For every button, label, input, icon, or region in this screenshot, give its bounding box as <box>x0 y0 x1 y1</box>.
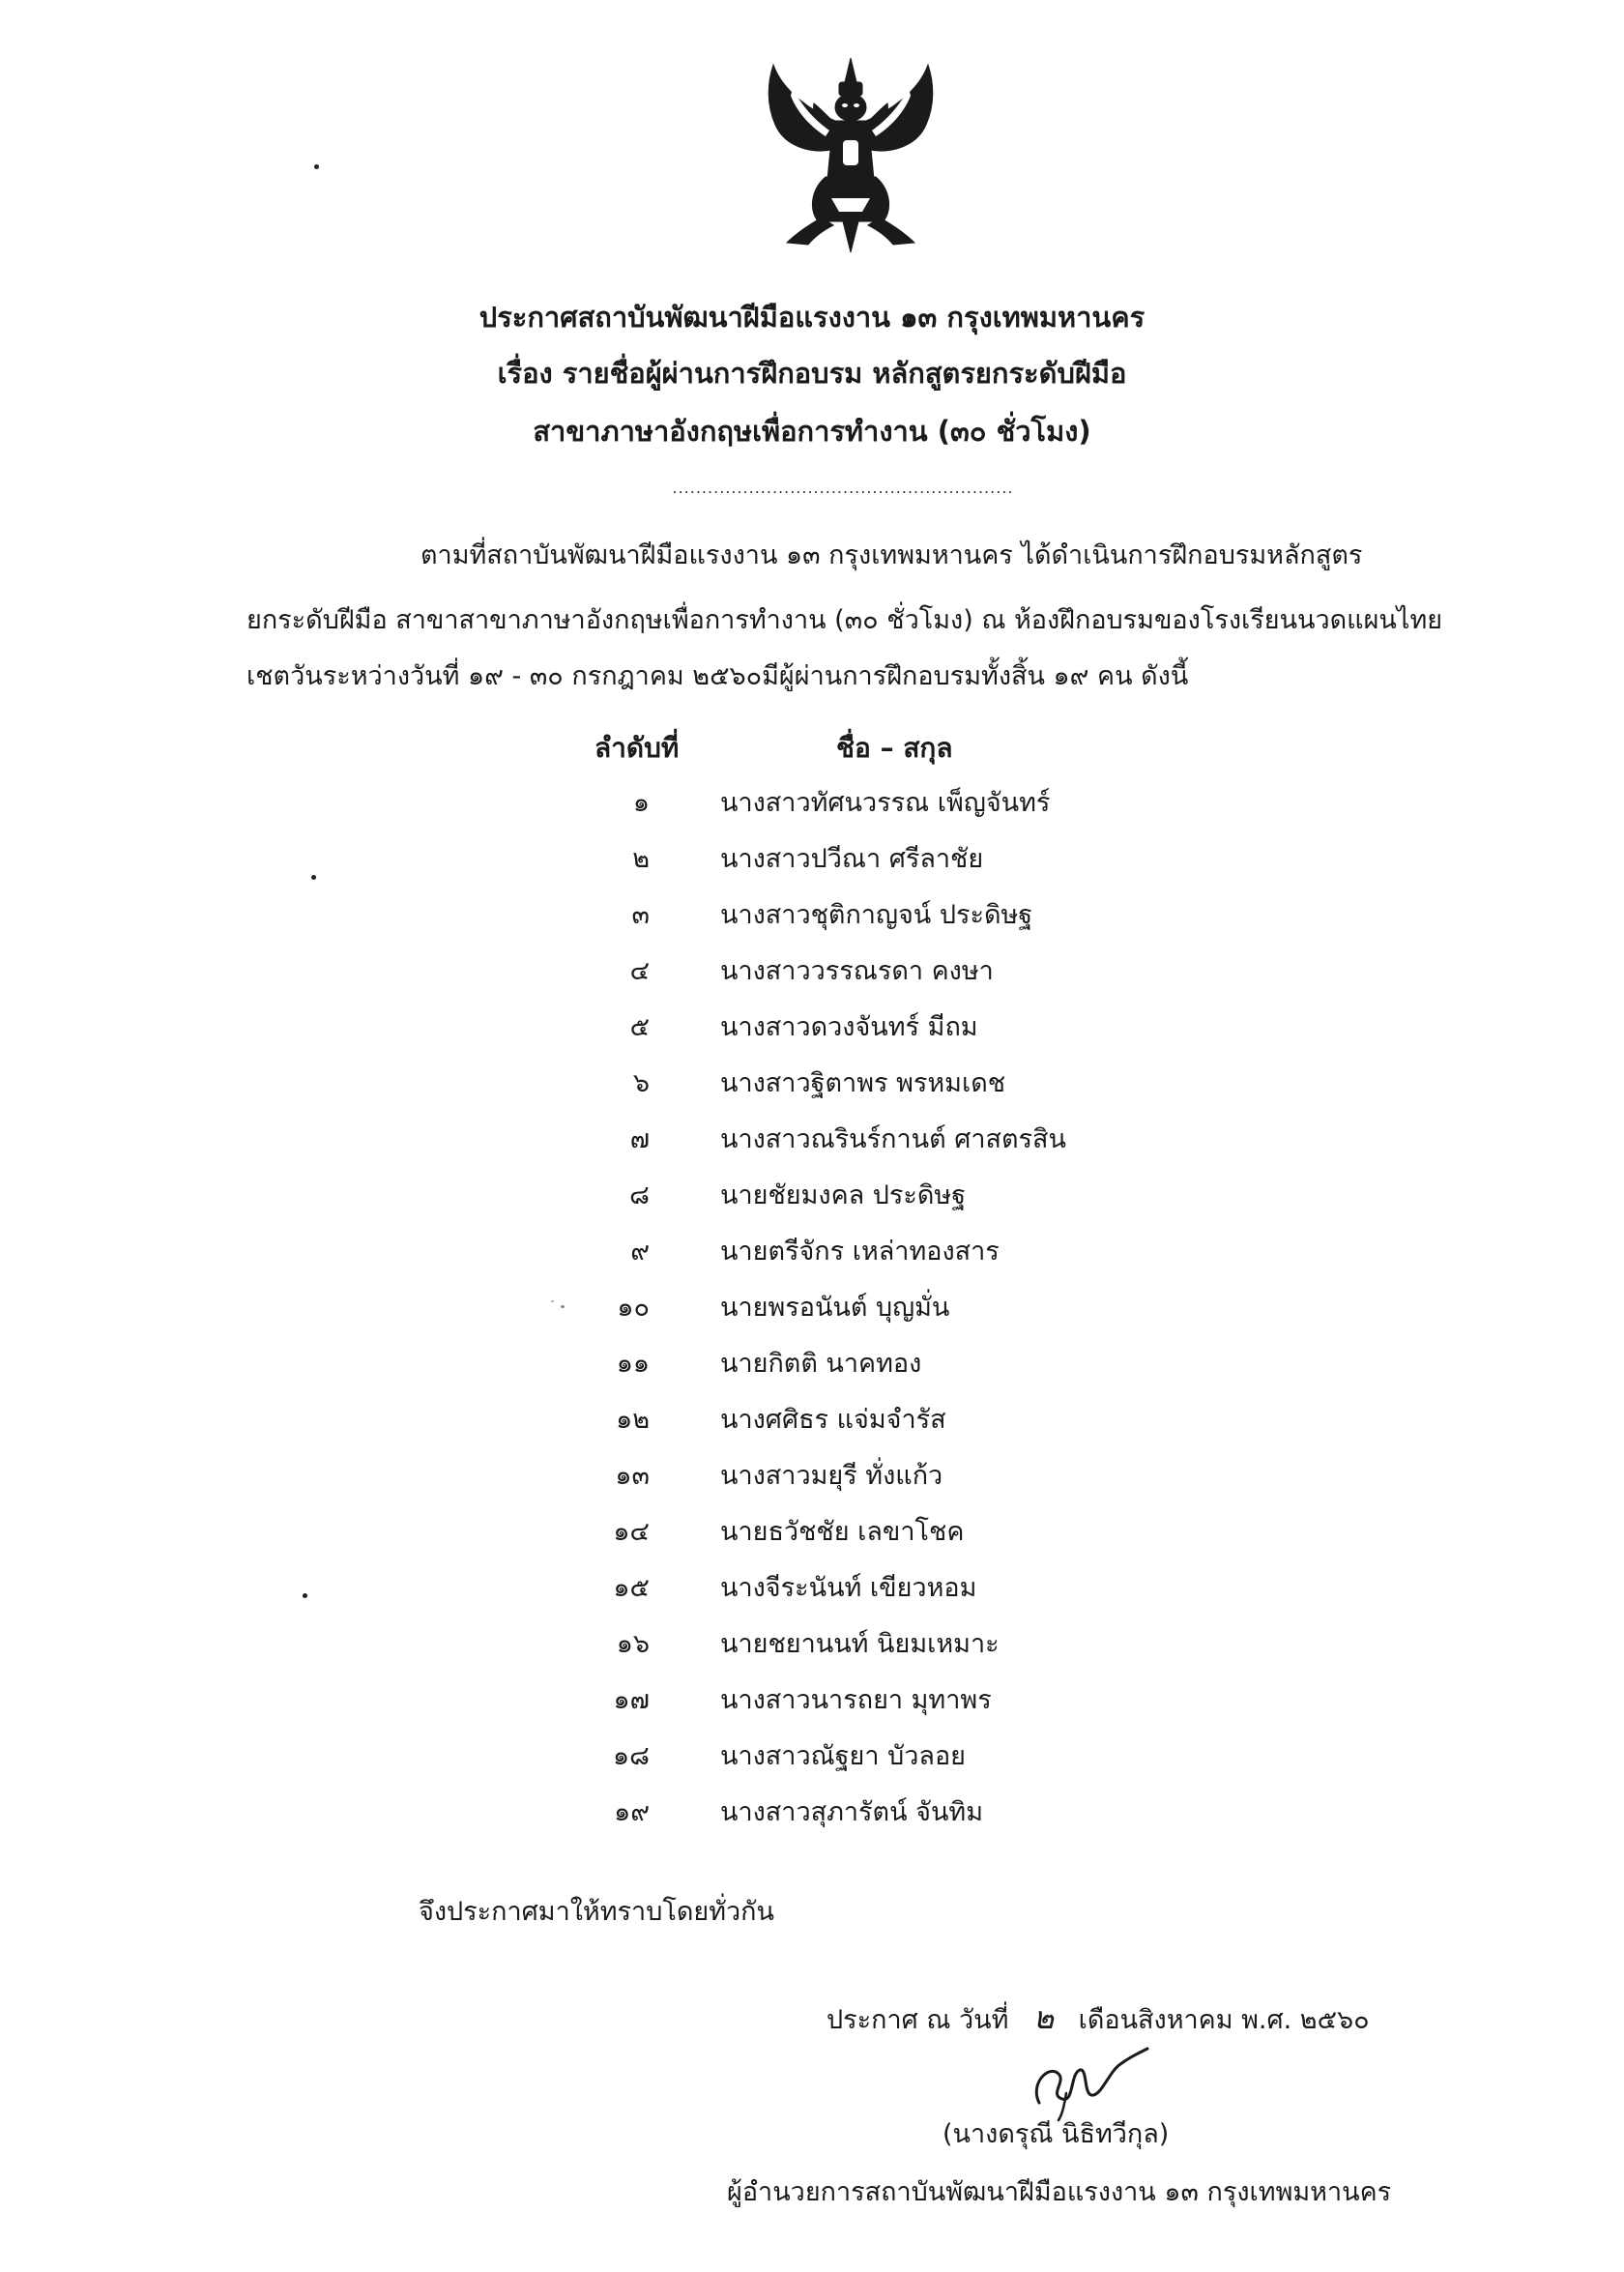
scan-speck <box>551 1300 554 1302</box>
list-item-name: นางสาวชุติกาญจน์ ประดิษฐ <box>720 900 1033 930</box>
list-item-number: ๑๕ <box>613 1573 650 1603</box>
list-item-name: นางสาวปวีณา ศรีลาชัย <box>720 844 984 874</box>
list-item-number: ๑๓ <box>615 1461 650 1491</box>
list-item <box>0 781 1624 837</box>
list-item-number: ๑๘ <box>613 1741 650 1771</box>
list-item <box>0 1062 1624 1118</box>
garuda-emblem <box>754 53 947 256</box>
list-item-number: ๕ <box>629 1012 650 1042</box>
list-item-name: นายธวัชชัย เลขาโชค <box>720 1517 965 1547</box>
list-item-number: ๑๗ <box>613 1685 650 1715</box>
list-item-number: ๘ <box>629 1180 650 1210</box>
list-item <box>0 1342 1624 1398</box>
list-item-name: นางสาวณัฐยา บัวลอย <box>720 1741 966 1771</box>
list-item-number: ๙ <box>630 1237 650 1267</box>
list-item-name: นางสาวฐิตาพร พรหมเดช <box>720 1068 1006 1098</box>
list-item <box>0 1286 1624 1342</box>
list-item-number: ๗ <box>629 1124 650 1154</box>
list-item-name: นายตรีจักร เหล่าทองสาร <box>720 1237 1000 1267</box>
list-item <box>0 1566 1624 1622</box>
title-separator: .......................................................... <box>672 479 1014 497</box>
list-item <box>0 949 1624 1005</box>
signer-name: (นางดรุณี นิธิทวีกุล) <box>942 2119 1170 2149</box>
list-item <box>0 1230 1624 1286</box>
list-item-number: ๑๑ <box>616 1349 650 1379</box>
list-item <box>0 1678 1624 1734</box>
list-item-number: ๑๖ <box>616 1629 650 1659</box>
list-item <box>0 1510 1624 1566</box>
list-item-name: นางศศิธร แจ่มจำรัส <box>720 1405 946 1435</box>
list-item <box>0 1622 1624 1678</box>
paragraph-line-3: เชตวันระหว่างวันที่ ๑๙ - ๓๐ กรกฎาคม ๒๕๖๐มีผู้ผ่านการฝึกอบรมทั้งสิ้น ๑๙ คน ดังนี้ <box>246 661 1189 691</box>
list-item <box>0 1734 1624 1791</box>
list-item-number: ๑๔ <box>613 1517 650 1547</box>
closing-statement: จึงประกาศมาให้ทราบโดยทั่วกัน <box>419 1897 774 1927</box>
list-item <box>0 893 1624 949</box>
list-item-name: นางสาวมยุรี ทั่งแก้ว <box>720 1461 943 1491</box>
scan-speck <box>314 164 319 169</box>
list-item-name: นายพรอนันต์ บุญมั่น <box>720 1293 950 1323</box>
date-suffix: เดือนสิงหาคม พ.ศ. ๒๕๖๐ <box>1078 2005 1370 2035</box>
list-item-number: ๑๐ <box>617 1293 650 1323</box>
list-item <box>0 1791 1624 1847</box>
list-item-number: ๑ <box>632 788 650 818</box>
scan-speck <box>561 1305 565 1308</box>
list-header-name: ชื่อ – สกุล <box>836 732 953 764</box>
paragraph-line-1: ตามที่สถาบันพัฒนาฝีมือแรงงาน ๑๓ กรุงเทพมหานคร ได้ดำเนินการฝึกอบรมหลักสูตร <box>420 540 1363 570</box>
signer-title: ผู้อำนวยการสถาบันพัฒนาฝีมือแรงงาน ๑๓ กรุงเทพมหานคร <box>727 2177 1392 2207</box>
paragraph-line-2: ยกระดับฝีมือ สาขาสาขาภาษาอังกฤษเพื่อการทำงาน (๓๐ ชั่วโมง) ณ ห้องฝึกอบรมของโรงเรียนนวดแผนไทย <box>246 605 1443 635</box>
list-item-name: นางสาวสุภารัตน์ จันทิม <box>720 1797 983 1827</box>
handwritten-signature <box>1020 2035 1155 2122</box>
announcement-subject: เรื่อง รายชื่อผู้ผ่านการฝึกอบรม หลักสูตรยกระดับฝีมือ <box>497 357 1127 390</box>
list-item-name: นางจีระนันท์ เขียวหอม <box>720 1573 977 1603</box>
list-item-name: นางสาวณรินร์กานต์ ศาสตรสิน <box>720 1124 1066 1154</box>
announcement-course: สาขาภาษาอังกฤษเพื่อการทำงาน (๓๐ ชั่วโมง) <box>533 415 1091 448</box>
list-item <box>0 1174 1624 1230</box>
list-item-name: นางสาววรรณรดา คงษา <box>720 956 994 986</box>
list-item-number: ๔ <box>629 956 650 986</box>
scan-speck <box>303 1593 307 1598</box>
announcement-title: ประกาศสถาบันพัฒนาฝีมือแรงงาน ๑๓ กรุงเทพมหานคร <box>478 301 1146 334</box>
list-item-name: นางสาวนารถยา มุทาพร <box>720 1685 992 1715</box>
list-item <box>0 1005 1624 1062</box>
list-item-name: นายชยานนท์ นิยมเหมาะ <box>720 1629 1000 1659</box>
scan-speck <box>311 875 316 880</box>
list-item-name: นายชัยมงคล ประดิษฐ <box>720 1180 967 1210</box>
list-header-number: ลำดับที่ <box>594 732 680 764</box>
list-item-name: นายกิตติ นาคทอง <box>720 1349 922 1379</box>
list-item <box>0 1398 1624 1454</box>
list-item-number: ๖ <box>632 1068 650 1098</box>
list-item <box>0 1118 1624 1174</box>
list-item <box>0 837 1624 893</box>
list-item-number: ๓ <box>631 900 650 930</box>
list-item-name: นางสาวดวงจันทร์ มีถม <box>720 1012 978 1042</box>
list-item-number: ๑๙ <box>614 1797 650 1827</box>
date-day: ๒ <box>1032 1999 1055 2036</box>
list-item <box>0 1454 1624 1510</box>
date-prefix: ประกาศ ณ วันที่ <box>826 2005 1009 2035</box>
list-item-name: นางสาวทัศนวรรณ เพ็ญจันทร์ <box>720 788 1051 818</box>
list-item-number: ๑๒ <box>616 1405 650 1435</box>
list-item-number: ๒ <box>632 844 650 874</box>
